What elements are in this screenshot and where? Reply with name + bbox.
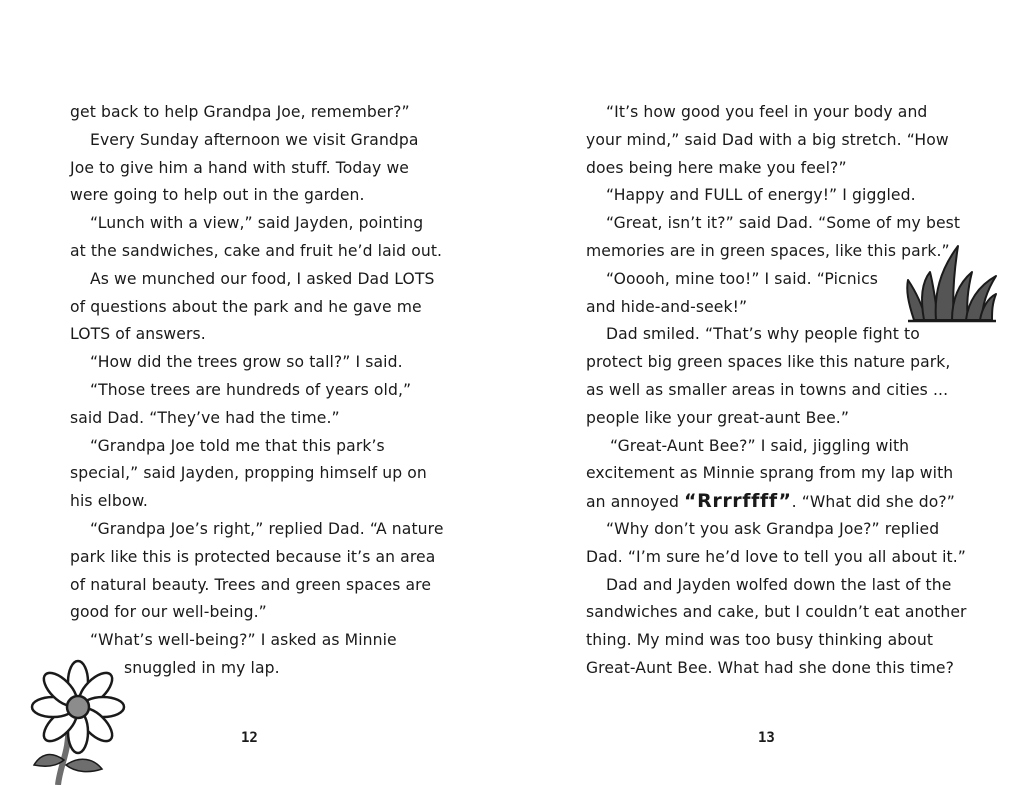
text-line: “It’s how good you feel in your body and	[606, 103, 928, 121]
grass-tuft-icon	[906, 242, 998, 324]
roar-sound-effect: “Rrrrffff”	[684, 490, 792, 513]
text-line: Dad smiled. “That’s why people fight to	[606, 325, 920, 344]
text-line: “Those trees are hundreds of years old,”	[90, 380, 412, 399]
text-line-with-roar	[586, 488, 956, 516]
text-line: sandwiches and cake, but I couldn’t eat another	[586, 603, 967, 622]
text-line: thing. My mind was too busy thinking about	[586, 631, 934, 650]
text-line: “Grandpa Joe told me that this park’s	[90, 436, 385, 455]
text-line: people like your great-aunt Bee.”	[586, 408, 849, 427]
left-page	[0, 0, 507, 779]
text-line: “Lunch with a view,” said Jayden, pointing	[90, 214, 424, 233]
text-line: “Great, isn’t it?” said Dad. “Some of my best	[606, 214, 961, 233]
text-line: Every Sunday afternoon we visit Grandpa	[90, 130, 419, 149]
text-line: “What’s well-being?” I asked as Minnie	[90, 631, 397, 650]
text-line: As we munched our food, I asked Dad LOTS	[90, 269, 435, 288]
roar-line-before: an annoyed	[586, 493, 685, 512]
text-line: excitement as Minnie sprang from my lap with	[586, 464, 954, 483]
text-line: at the sandwiches, cake and fruit he’d laid out.	[70, 241, 443, 260]
daisy-flower-icon	[20, 655, 140, 785]
text-line: your mind,” said Dad with a big stretch. “How	[586, 130, 949, 149]
text-line: protect big green spaces like this nature park,	[586, 353, 951, 372]
text-line: Dad and Jayden wolfed down the last of the	[606, 575, 952, 594]
text-line: and hide-and-seek!”	[586, 297, 748, 316]
text-line: snuggled in my lap.	[124, 658, 280, 677]
text-line: get back to help Grandpa Joe, remember?”	[70, 103, 410, 121]
text-line: Dad. “I’m sure he’d love to tell you all about it.”	[586, 547, 966, 566]
text-line: said Dad. “They’ve had the time.”	[70, 408, 340, 427]
text-line: special,” said Jayden, propping himself up on	[70, 464, 427, 483]
text-line: memories are in green spaces, like this park.”	[586, 241, 950, 260]
text-line: as well as smaller areas in towns and cities ...	[586, 380, 949, 399]
text-line: “Why don’t you ask Grandpa Joe?” replied	[606, 519, 940, 538]
text-line: does being here make you feel?”	[586, 158, 847, 177]
right-page-text	[586, 99, 967, 683]
roar-line-after: . “What did she do?”	[791, 493, 955, 512]
text-line: his elbow.	[70, 492, 148, 511]
text-line: “Grandpa Joe’s right,” replied Dad. “A nature	[90, 519, 444, 538]
text-line: Joe to give him a hand with stuff. Today we	[70, 158, 409, 177]
text-line: of natural beauty. Trees and green spaces are	[70, 575, 432, 594]
text-line: LOTS of answers.	[70, 325, 206, 344]
text-line: good for our well-being.”	[70, 603, 267, 622]
left-page-text	[70, 99, 450, 683]
text-line: “Ooooh, mine too!” I said. “Picnics	[606, 269, 879, 288]
page-number: 13	[758, 730, 775, 746]
text-line: “Happy and FULL of energy!” I giggled.	[606, 186, 916, 205]
page-number: 12	[241, 730, 258, 746]
text-line: Great-Aunt Bee. What had she done this time?	[586, 658, 954, 677]
text-line: of questions about the park and he gave me	[70, 297, 422, 316]
text-line: park like this is protected because it’s an area	[70, 547, 436, 566]
right-page	[508, 0, 1015, 779]
text-line: “How did the trees grow so tall?” I said.	[90, 353, 403, 372]
text-line: were going to help out in the garden.	[70, 186, 365, 205]
text-line: “Great-Aunt Bee?” I said, jiggling with	[610, 436, 910, 455]
